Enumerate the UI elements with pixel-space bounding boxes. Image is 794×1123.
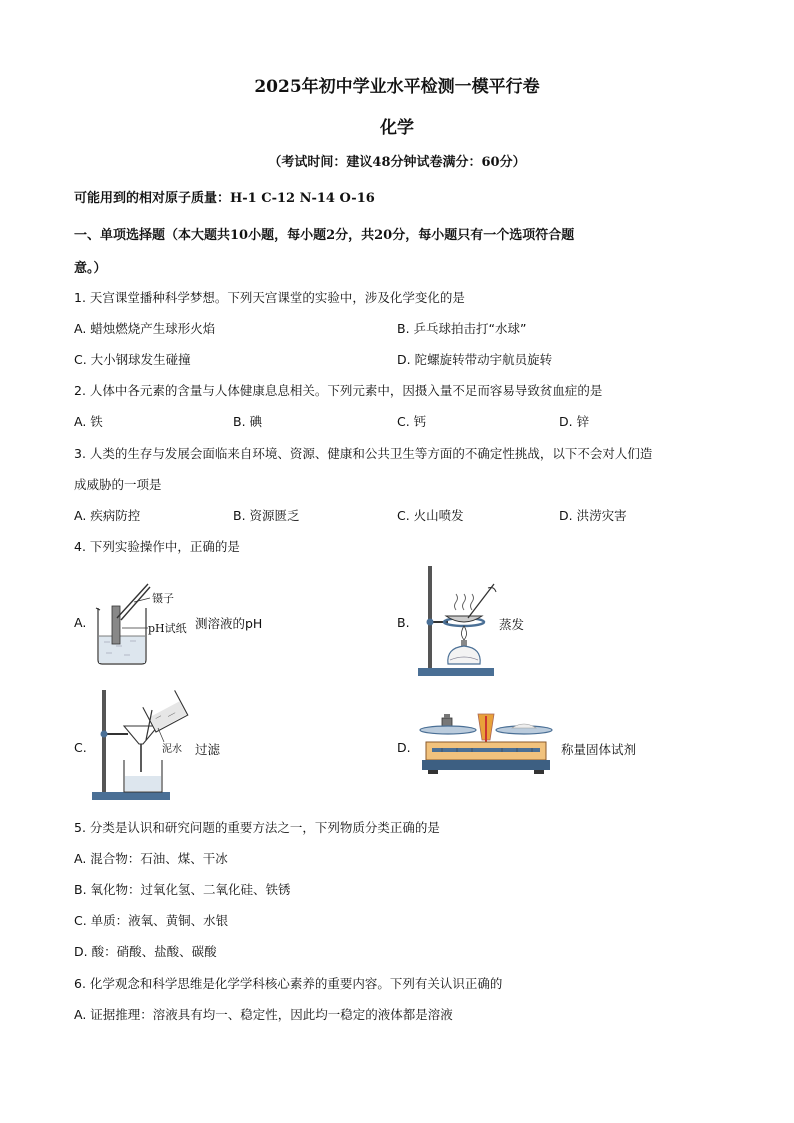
q2-option-b: B. 碘 (233, 414, 263, 429)
q5-stem: 5. 分类是认识和研究问题的重要方法之一，下列物质分类正确的是 (74, 820, 440, 835)
q1-option-b: B. 乒乓球拍击打“水球” (397, 321, 527, 336)
subject-title: 化学 (380, 118, 414, 138)
q4-option-d-label: D. (397, 740, 411, 755)
q3-stem: 3. 人类的生存与发展会面临来自环境、资源、健康和公共卫生等方面的不确定性挑战，以下不会对人们造 (74, 446, 653, 461)
exam-info: （考试时间：建议48分钟试卷满分：60分） (268, 155, 526, 170)
q4-option-b-label: B. (397, 615, 410, 630)
q3-option-b: B. 资源匮乏 (233, 508, 300, 523)
q5-option-b: B. 氧化物：过氧化氢、二氧化硅、铁锈 (74, 882, 291, 897)
q5-option-a: A. 混合物：石油、煤、干冰 (74, 851, 228, 866)
evaporation-figure (412, 564, 502, 679)
section-heading: 一、单项选择题（本大题共10小题，每小题2分，共20分，每小题只有一个选项符合题 (74, 228, 575, 243)
q3-option-c: C. 火山喷发 (397, 508, 464, 523)
q5-option-c: C. 单质：液氧、黄铜、水银 (74, 913, 229, 928)
q2-option-d: D. 锌 (559, 414, 590, 429)
q1-option-a: A. 蜡烛燃烧产生球形火焰 (74, 321, 216, 336)
q5-option-d: D. 酸：硝酸、盐酸、碳酸 (74, 944, 217, 959)
ph-paper-label: pH试纸 (148, 622, 187, 635)
q6-stem: 6. 化学观念和科学思维是化学学科核心素养的重要内容。下列有关认识正确的 (74, 976, 503, 991)
q6-option-a: A. 证据推理：溶液具有均一、稳定性，因此均一稳定的液体都是溶液 (74, 1007, 453, 1022)
q4-option-a-label: A. (74, 615, 87, 630)
atomic-mass-line: 可能用到的相对原子质量：H-1 C-12 N-14 O-16 (74, 191, 375, 206)
q3-option-d: D. 洪涝灾害 (559, 508, 627, 523)
q4-option-c-label: C. (74, 740, 87, 755)
q4-option-d-caption: 称量固体试剂 (561, 742, 637, 757)
q3-option-a: A. 疾病防控 (74, 508, 141, 523)
q4-option-a-caption: 测溶液的pH (195, 616, 263, 631)
q4-stem: 4. 下列实验操作中，正确的是 (74, 539, 240, 554)
q1-option-d: D. 陀螺旋转带动宇航员旋转 (397, 352, 553, 367)
q1-option-c: C. 大小钢球发生碰撞 (74, 352, 191, 367)
tweezers-label: 镊子 (152, 592, 174, 605)
q2-option-c: C. 钙 (397, 414, 427, 429)
q1-stem: 1. 天宫课堂播种科学梦想。下列天宫课堂的实验中，涉及化学变化的是 (74, 290, 465, 305)
q4-option-b-caption: 蒸发 (499, 617, 525, 632)
balance-figure (412, 710, 562, 776)
section-heading-cont: 意。） (74, 261, 107, 276)
ph-test-figure (90, 578, 200, 668)
page-title: 2025年初中学业水平检测一模平行卷 (254, 77, 540, 97)
q4-option-c-caption: 过滤 (195, 742, 221, 757)
q3-stem-cont: 成威胁的一项是 (74, 477, 162, 492)
mud-water-label: 泥水 (162, 744, 182, 755)
q2-stem: 2. 人体中各元素的含量与人体健康息息相关。下列元素中，因摄入量不足而容易导致贫血症的是 (74, 383, 603, 398)
q2-option-a: A. 铁 (74, 414, 103, 429)
filtration-figure (88, 688, 198, 803)
